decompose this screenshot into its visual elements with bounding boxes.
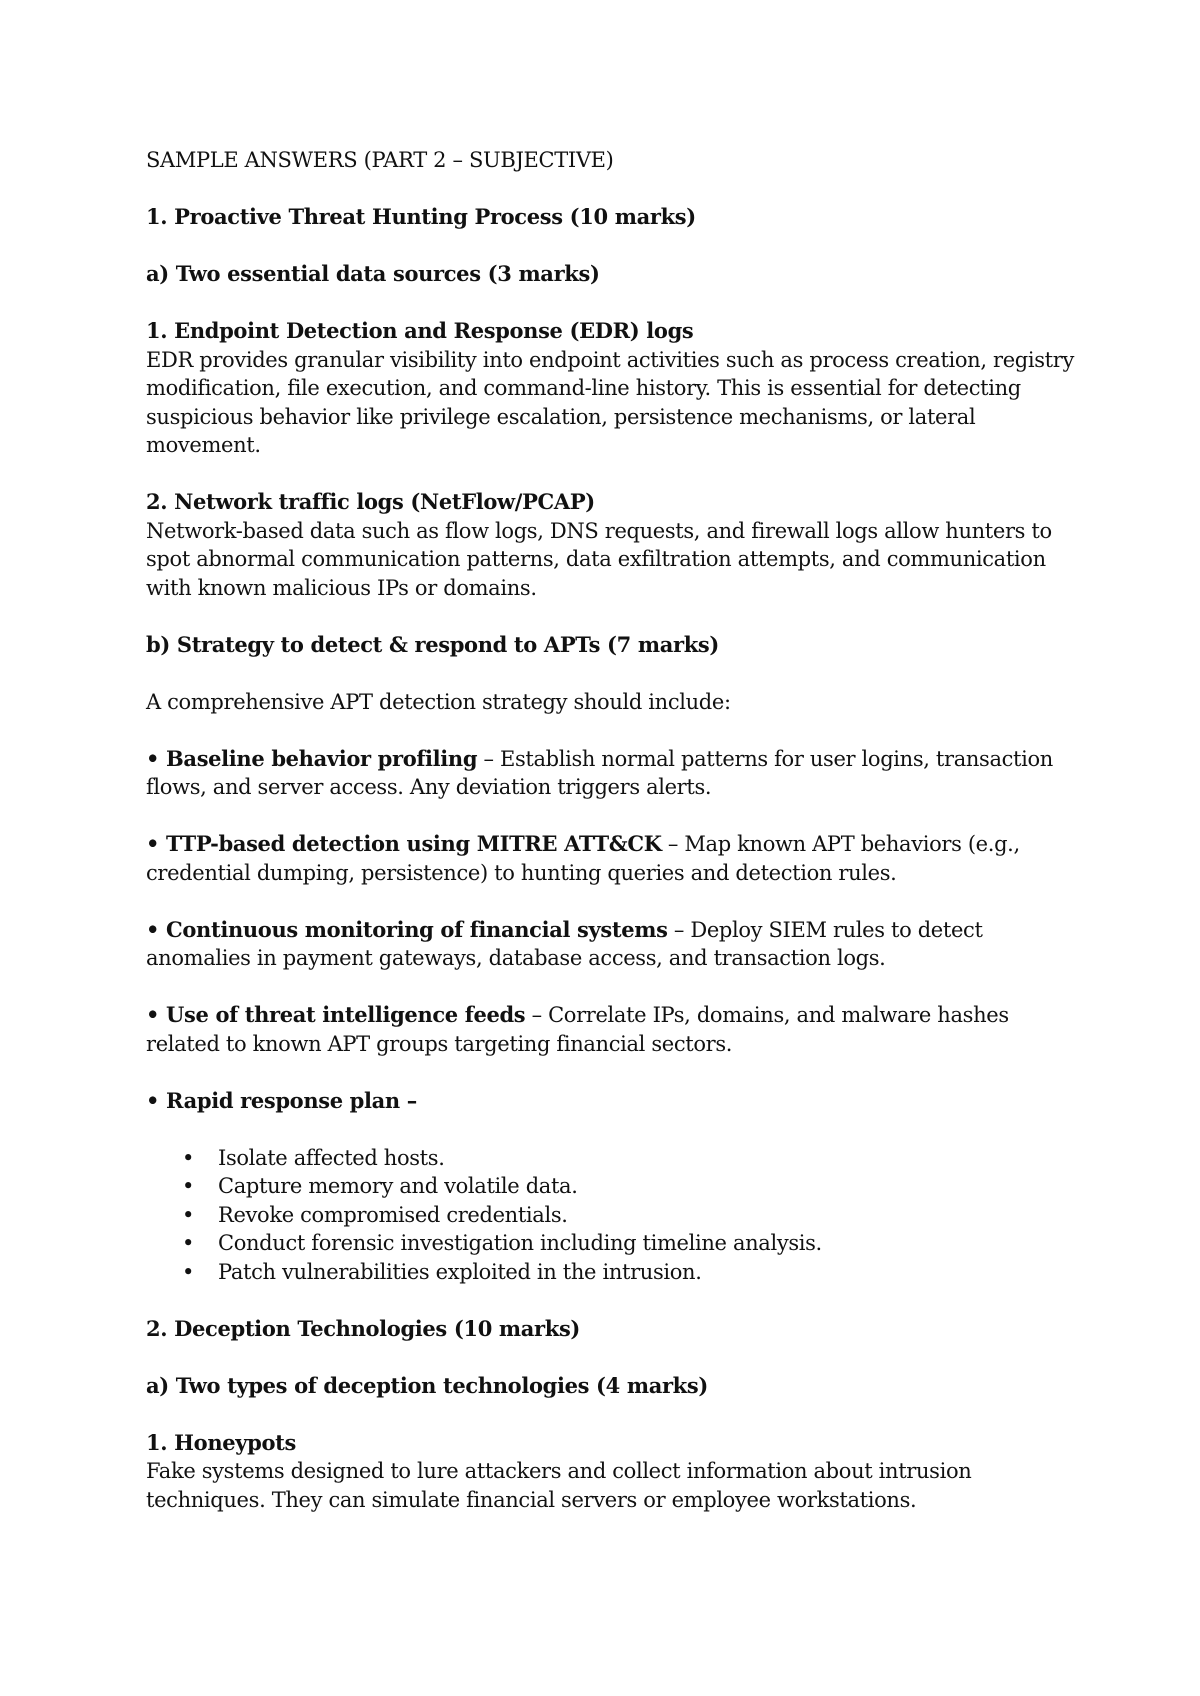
strategy-item-text: – Correlate IPs, domains, and malware hashes related to known APT groups targeting financial sectors. (146, 1003, 1009, 1056)
question-2-heading: 2. Deception Technologies (10 marks) (146, 1315, 581, 1341)
list-item: • Revoke compromised credentials. (218, 1201, 1086, 1230)
deception-type-honeypots-body: Fake systems designed to lure attackers and collect information about intrusion techniques. They can simulate financial servers or employee workstations. (146, 1459, 972, 1512)
document-title: SAMPLE ANSWERS (PART 2 – SUBJECTIVE) (146, 148, 614, 172)
strategy-item (146, 830, 1086, 887)
strategy-item (146, 745, 1086, 802)
data-source-network-title: 2. Network traffic logs (NetFlow/PCAP) (146, 489, 595, 514)
strategy-item-label: • TTP-based detection using MITRE ATT&CK (146, 831, 662, 856)
question-1-heading: 1. Proactive Threat Hunting Process (10 marks) (146, 204, 696, 229)
strategy-item-label: • Use of threat intelligence feeds (146, 1002, 526, 1027)
list-item: • Isolate affected hosts. (218, 1144, 1086, 1173)
strategy-item (146, 1001, 1086, 1058)
question-1b-intro: A comprehensive APT detection strategy should include: (146, 689, 731, 714)
strategy-item (146, 916, 1086, 973)
rapid-response-label: • Rapid response plan (146, 1087, 400, 1113)
strategy-item-label: • Baseline behavior profiling (146, 745, 478, 771)
data-source-edr (146, 317, 1086, 460)
list-item: • Capture memory and volatile data. (218, 1172, 1086, 1201)
data-source-edr-title: 1. Endpoint Detection and Response (EDR) logs (146, 318, 694, 343)
deception-type-honeypots (146, 1429, 1086, 1515)
data-source-network (146, 488, 1086, 602)
question-1b-heading: b) Strategy to detect & respond to APTs (7 marks) (146, 631, 719, 657)
rapid-response-dash: – (399, 1087, 417, 1113)
strategy-item-label: • Continuous monitoring of financial systems (146, 916, 668, 942)
strategy-item-text: – Deploy SIEM rules to detect anomalies in payment gateways, database access, and transaction logs. (146, 917, 983, 970)
deception-type-honeypots-title: 1. Honeypots (146, 1429, 296, 1455)
question-2a-heading: a) Two types of deception technologies (4 marks) (146, 1372, 708, 1398)
data-source-edr-body: EDR provides granular visibility into endpoint activities such as process creation, registry modification, file execution, and command-line history. This is essential for detecting suspicious behavior like privilege escalation, persistence mechanisms, or lateral movement. (146, 347, 1074, 457)
list-item: • Conduct forensic investigation including timeline analysis. (218, 1229, 1086, 1258)
rapid-response-heading (146, 1087, 1086, 1116)
list-item: • Patch vulnerabilities exploited in the intrusion. (218, 1258, 1086, 1287)
question-1a-heading: a) Two essential data sources (3 marks) (146, 261, 600, 286)
strategy-item-text: – Map known APT behaviors (e.g., credential dumping, persistence) to hunting queries and detection rules. (146, 832, 1020, 885)
data-source-network-body: Network-based data such as flow logs, DNS requests, and firewall logs allow hunters to spot abnormal communication patterns, data exfiltration attempts, and communication with known malicious IPs or domains. (146, 518, 1052, 600)
document-body (146, 146, 1086, 1543)
rapid-response-steps (146, 1144, 1086, 1287)
strategy-item-text: – Establish normal patterns for user logins, transaction flows, and server access. Any deviation triggers alerts. (146, 746, 1053, 799)
